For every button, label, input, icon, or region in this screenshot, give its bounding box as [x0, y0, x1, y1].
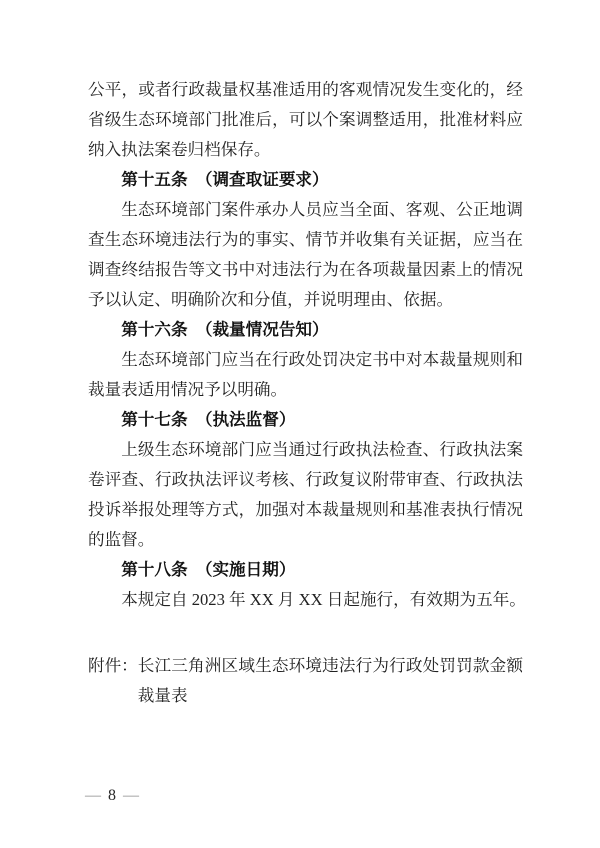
attachment-label: 附件： — [88, 656, 138, 675]
article-18-heading: 第十八条 （实施日期） — [121, 560, 296, 579]
article-16-heading: 第十六条 （裁量情况告知） — [121, 320, 329, 339]
document-body — [88, 75, 526, 711]
article-15-heading: 第十五条 （调查取证要求） — [121, 170, 329, 189]
article-17-body: 上级生态环境部门应当通过行政执法检查、行政执法案卷评查、行政执法评议考核、行政复议附带审查、行政执法投诉举报处理等方式，加强对本裁量规则和基准表执行情况的监督。 — [88, 440, 523, 549]
attachment-note — [88, 651, 523, 711]
page-number: 8 — [108, 787, 116, 804]
footer-dash-left: — — [85, 787, 101, 804]
article-18-body: 本规定自 2023 年 XX 月 XX 日起施行，有效期为五年。 — [121, 590, 526, 609]
page-number-footer — [78, 787, 146, 805]
article-15-body: 生态环境部门案件承办人员应当全面、客观、公正地调查生态环境违法行为的事实、情节并收集有关证据，应当在调查终结报告等文书中对违法行为在各项裁量因素上的情况予以认定、明确阶次和分值，并说明理由、依据。 — [88, 200, 523, 309]
attachment-text: 长江三角洲区域生态环境违法行为行政处罚罚款金额裁量表 — [137, 656, 523, 705]
article-16-body: 生态环境部门应当在行政处罚决定书中对本裁量规则和裁量表适用情况予以明确。 — [88, 350, 523, 399]
paragraph-continuation: 公平，或者行政裁量权基准适用的客观情况发生变化的，经省级生态环境部门批准后，可以个案调整适用，批准材料应纳入执法案卷归档保存。 — [88, 80, 523, 159]
footer-dash-right: — — [123, 787, 139, 804]
article-17-heading: 第十七条 （执法监督） — [121, 410, 296, 429]
